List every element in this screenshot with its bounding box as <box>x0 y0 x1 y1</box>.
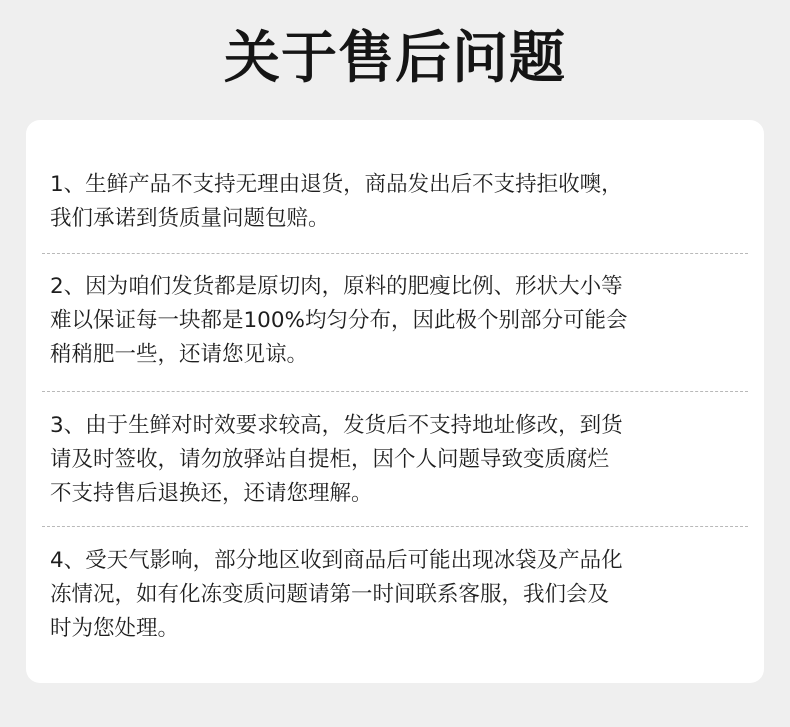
after-sales-card <box>26 120 764 683</box>
dashed-divider <box>42 526 748 527</box>
policy-item-1-line-2: 我们承诺到货质量问题包赔。 <box>50 206 330 231</box>
policy-item-2 <box>50 270 750 372</box>
policy-item-2-line-1: 2、因为咱们发货都是原切肉，原料的肥瘦比例、形状大小等 <box>50 274 623 299</box>
policy-item-3-line-3: 不支持售后退换还，还请您理解。 <box>50 481 373 506</box>
policy-item-4-line-3: 时为您处理。 <box>50 616 180 641</box>
policy-item-2-line-3: 稍稍肥一些，还请您见谅。 <box>50 342 309 367</box>
dashed-divider <box>42 391 748 392</box>
policy-item-4-line-1: 4、受天气影响，部分地区收到商品后可能出现冰袋及产品化 <box>50 548 623 573</box>
page-title: 关于售后问题 <box>224 26 566 91</box>
policy-item-4 <box>50 544 750 646</box>
policy-item-4-line-2: 冻情况，如有化冻变质问题请第一时间联系客服，我们会及 <box>50 582 610 607</box>
policy-item-3-line-1: 3、由于生鲜对时效要求较高，发货后不支持地址修改，到货 <box>50 413 623 438</box>
policy-item-1 <box>50 168 750 236</box>
policy-item-3 <box>50 409 750 511</box>
dashed-divider <box>42 253 748 254</box>
policy-item-2-line-2: 难以保证每一块都是100%均匀分布，因此极个别部分可能会 <box>50 308 628 333</box>
policy-item-3-line-2: 请及时签收，请勿放驿站自提柜，因个人问题导致变质腐烂 <box>50 447 610 472</box>
policy-item-1-line-1: 1、生鲜产品不支持无理由退货，商品发出后不支持拒收噢， <box>50 172 623 197</box>
